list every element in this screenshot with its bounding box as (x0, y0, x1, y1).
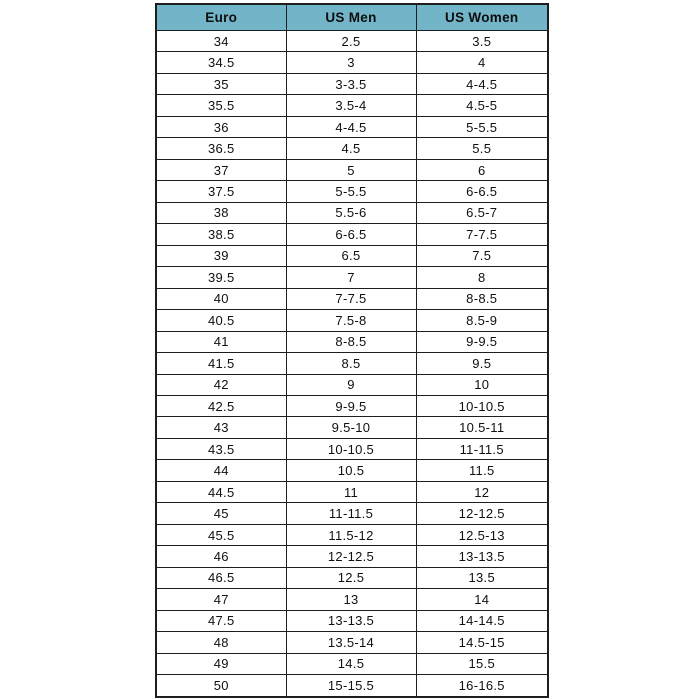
cell-us-men: 11 (286, 481, 416, 502)
cell-euro: 36.5 (156, 138, 286, 159)
cell-us-women: 4 (416, 52, 548, 73)
table-row (156, 610, 548, 631)
cell-euro: 43 (156, 417, 286, 438)
cell-euro: 48 (156, 632, 286, 653)
cell-euro: 45.5 (156, 524, 286, 545)
cell-us-women: 3.5 (416, 31, 548, 52)
cell-us-women: 13-13.5 (416, 546, 548, 567)
cell-euro: 34.5 (156, 52, 286, 73)
cell-euro: 39 (156, 245, 286, 266)
cell-us-women: 4.5-5 (416, 95, 548, 116)
cell-euro: 42 (156, 374, 286, 395)
table-row (156, 524, 548, 545)
cell-us-women: 14 (416, 589, 548, 610)
shoe-size-conversion-table (155, 3, 549, 698)
cell-us-men: 3 (286, 52, 416, 73)
table-row (156, 245, 548, 266)
cell-us-women: 16-16.5 (416, 675, 548, 697)
cell-us-men: 15-15.5 (286, 675, 416, 697)
cell-us-women: 13.5 (416, 567, 548, 588)
cell-us-men: 9-9.5 (286, 395, 416, 416)
cell-us-women: 12 (416, 481, 548, 502)
cell-us-women: 10.5-11 (416, 417, 548, 438)
cell-us-women: 15.5 (416, 653, 548, 674)
table-row (156, 52, 548, 73)
cell-us-men: 4-4.5 (286, 116, 416, 137)
cell-us-women: 4-4.5 (416, 73, 548, 94)
cell-us-women: 14-14.5 (416, 610, 548, 631)
cell-us-women: 7.5 (416, 245, 548, 266)
cell-us-women: 14.5-15 (416, 632, 548, 653)
table-row (156, 73, 548, 94)
column-header-euro: Euro (156, 4, 286, 31)
table-row (156, 331, 548, 352)
cell-us-men: 3.5-4 (286, 95, 416, 116)
cell-us-men: 10-10.5 (286, 438, 416, 459)
table-header-row (156, 4, 548, 31)
cell-euro: 41.5 (156, 353, 286, 374)
cell-euro: 38.5 (156, 224, 286, 245)
table-row (156, 632, 548, 653)
cell-us-women: 5.5 (416, 138, 548, 159)
column-header-us-women: US Women (416, 4, 548, 31)
cell-euro: 37.5 (156, 181, 286, 202)
cell-euro: 49 (156, 653, 286, 674)
cell-us-men: 13.5-14 (286, 632, 416, 653)
table-row (156, 460, 548, 481)
cell-us-men: 14.5 (286, 653, 416, 674)
table-row (156, 288, 548, 309)
table-row (156, 159, 548, 180)
cell-us-women: 8-8.5 (416, 288, 548, 309)
cell-us-men: 13 (286, 589, 416, 610)
cell-euro: 36 (156, 116, 286, 137)
cell-euro: 46 (156, 546, 286, 567)
cell-euro: 44.5 (156, 481, 286, 502)
cell-euro: 34 (156, 31, 286, 52)
cell-euro: 40 (156, 288, 286, 309)
cell-us-men: 3-3.5 (286, 73, 416, 94)
cell-us-men: 11-11.5 (286, 503, 416, 524)
table-row (156, 310, 548, 331)
table-row (156, 481, 548, 502)
table-row (156, 202, 548, 223)
cell-us-women: 10 (416, 374, 548, 395)
cell-us-men: 9.5-10 (286, 417, 416, 438)
cell-euro: 50 (156, 675, 286, 697)
cell-us-women: 6-6.5 (416, 181, 548, 202)
table-row (156, 138, 548, 159)
table-row (156, 31, 548, 52)
cell-us-men: 9 (286, 374, 416, 395)
cell-us-women: 7-7.5 (416, 224, 548, 245)
cell-us-men: 6.5 (286, 245, 416, 266)
cell-euro: 43.5 (156, 438, 286, 459)
table-row (156, 438, 548, 459)
cell-euro: 35.5 (156, 95, 286, 116)
cell-us-men: 5.5-6 (286, 202, 416, 223)
cell-euro: 35 (156, 73, 286, 94)
cell-us-women: 5-5.5 (416, 116, 548, 137)
cell-us-women: 10-10.5 (416, 395, 548, 416)
cell-us-women: 8.5-9 (416, 310, 548, 331)
table-row (156, 95, 548, 116)
cell-euro: 46.5 (156, 567, 286, 588)
cell-us-women: 11-11.5 (416, 438, 548, 459)
cell-us-men: 8.5 (286, 353, 416, 374)
cell-us-women: 6 (416, 159, 548, 180)
cell-us-men: 7-7.5 (286, 288, 416, 309)
cell-us-men: 8-8.5 (286, 331, 416, 352)
cell-euro: 47.5 (156, 610, 286, 631)
cell-us-men: 12.5 (286, 567, 416, 588)
table-row (156, 589, 548, 610)
cell-us-men: 11.5-12 (286, 524, 416, 545)
cell-us-men: 12-12.5 (286, 546, 416, 567)
table-row (156, 353, 548, 374)
table-row (156, 267, 548, 288)
cell-euro: 39.5 (156, 267, 286, 288)
cell-us-men: 5 (286, 159, 416, 180)
table-row (156, 224, 548, 245)
cell-euro: 47 (156, 589, 286, 610)
table-row (156, 181, 548, 202)
cell-us-women: 12-12.5 (416, 503, 548, 524)
cell-us-men: 4.5 (286, 138, 416, 159)
cell-us-women: 9.5 (416, 353, 548, 374)
cell-us-women: 9-9.5 (416, 331, 548, 352)
cell-euro: 38 (156, 202, 286, 223)
table-row (156, 675, 548, 697)
column-header-us-men: US Men (286, 4, 416, 31)
cell-euro: 42.5 (156, 395, 286, 416)
table-row (156, 116, 548, 137)
cell-us-men: 7.5-8 (286, 310, 416, 331)
table-row (156, 653, 548, 674)
cell-euro: 40.5 (156, 310, 286, 331)
cell-us-women: 6.5-7 (416, 202, 548, 223)
table-row (156, 395, 548, 416)
cell-us-women: 8 (416, 267, 548, 288)
cell-euro: 41 (156, 331, 286, 352)
cell-us-men: 7 (286, 267, 416, 288)
table-row (156, 503, 548, 524)
cell-us-men: 5-5.5 (286, 181, 416, 202)
table-row (156, 546, 548, 567)
table-body (156, 31, 548, 698)
table-row (156, 374, 548, 395)
cell-us-men: 2.5 (286, 31, 416, 52)
cell-us-men: 10.5 (286, 460, 416, 481)
cell-us-women: 12.5-13 (416, 524, 548, 545)
table-row (156, 567, 548, 588)
cell-euro: 45 (156, 503, 286, 524)
cell-euro: 44 (156, 460, 286, 481)
cell-us-men: 13-13.5 (286, 610, 416, 631)
cell-us-men: 6-6.5 (286, 224, 416, 245)
cell-us-women: 11.5 (416, 460, 548, 481)
table-row (156, 417, 548, 438)
cell-euro: 37 (156, 159, 286, 180)
